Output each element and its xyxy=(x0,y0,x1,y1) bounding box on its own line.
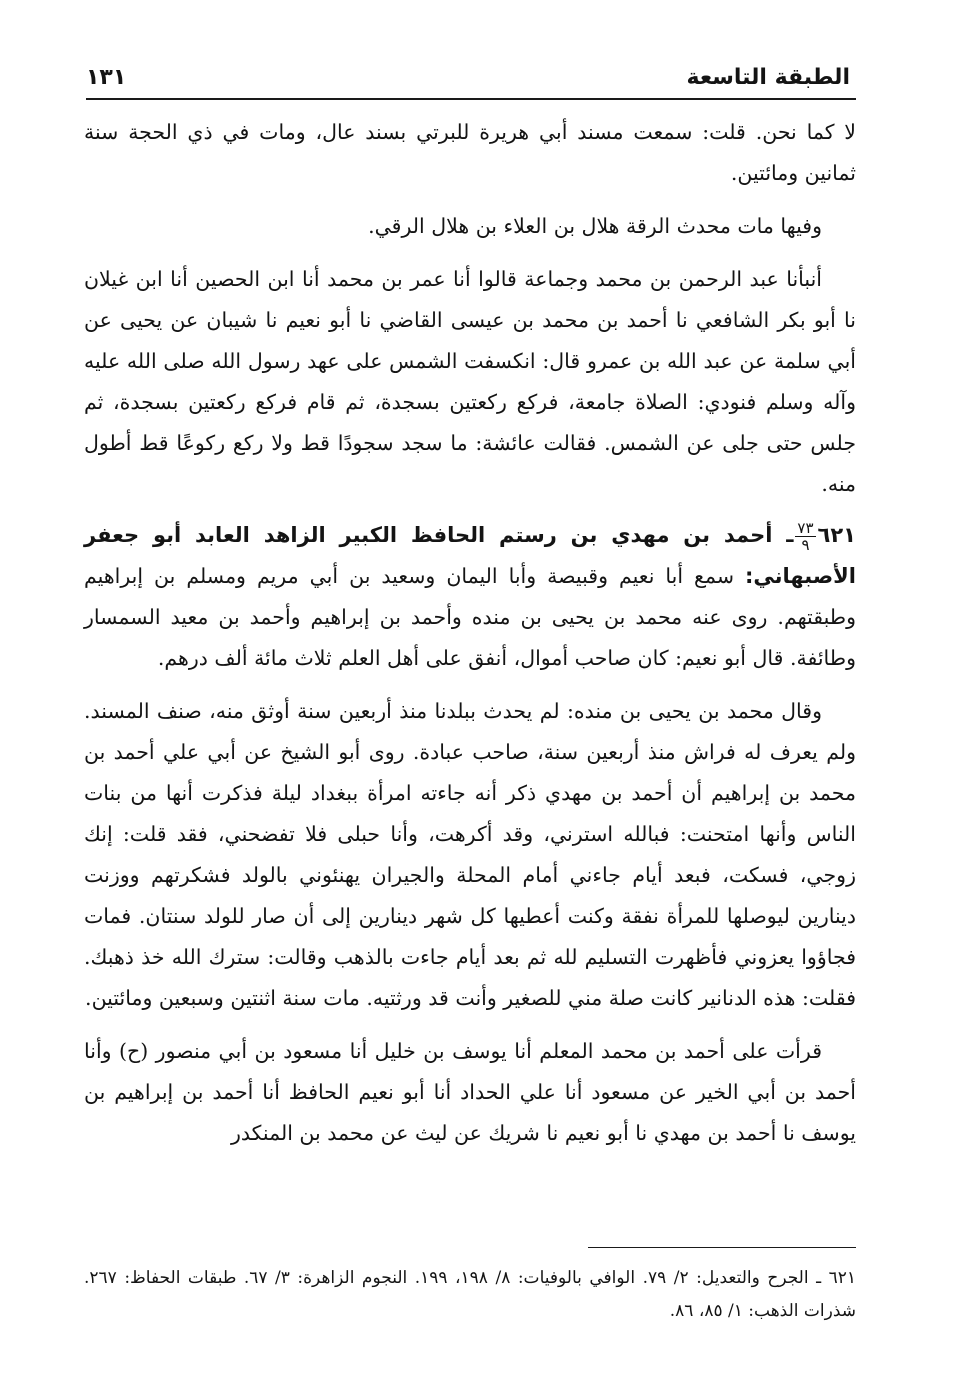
running-header xyxy=(86,56,850,90)
paragraph-hadith-isnad: أنبأنا عبد الرحمن بن محمد وجماعة قالوا أنا عمر بن محمد أنا ابن الحصين أنا ابن غيلان نا أبو بكر الشافعي نا أحمد بن محمد بن عيسى القاضي نا أبو نعيم نا شيبان عن يحيى عن أبي سلمة عن عبد الله بن عمرو قال: انكسفت الشمس على عهد رسول الله صلى الله عليه وآله وسلم فنودي: الصلاة جامعة، فركع ركعتين بسجدة، ثم قام فركع ركعتين بسجدة، ثم جلس حتى جلى عن الشمس. فقالت عائشة: ما سجد سجودًا قط ولا ركع ركوعًا قط أطول منه. xyxy=(84,267,856,496)
paragraph-death-note: وفيها مات محدث الرقة هلال بن العلاء بن هلال الرقي. xyxy=(368,214,822,238)
chapter-title: الطبقة التاسعة xyxy=(686,65,850,90)
paragraph-chain: قرأت على أحمد بن محمد المعلم أنا يوسف بن خليل أنا مسعود بن أبي منصور (ح) وأنا أحمد بن أبي الخير عن مسعود أنا علي الحداد أنا أبو نعيم الحافظ أنا أحمد بن إبراهيم بن يوسف نا أحمد بن مهدي نا أبو نعيم نا شريك عن ليث عن محمد بن المنكدر xyxy=(84,1039,856,1145)
page-number: ١٣١ xyxy=(86,65,127,90)
fraction-bottom: ٩ xyxy=(801,536,810,554)
entry-body: سمع أبا نعيم وقبيصة وأبا اليمان وسعيد بن أبي مريم ومسلم بن إبراهيم وطبقتهم. روى عنه محمد بن يحيى بن منده وأحمد بن إبراهيم وأحمد بن معيد السمسار وطائفة. قال أبو نعيم: كان صاحب أموال، أنفق على أهل العلم ثلاث مائة ألف درهم. xyxy=(84,564,856,670)
footnote-text: ٦٢١ ـ الجرح والتعديل: ٢/ ٧٩. الوافي بالوفيات: ٨/ ١٩٨، ١٩٩. النجوم الزاهرة: ٣/ ٦٧. طبقات الحفاظ: ٢٦٧. شذرات الذهب: ١/ ٨٥، ٨٦. xyxy=(84,1268,856,1321)
entry-heading: ـ أحمد بن مهدي بن رستم الحافظ الكبير الزاهد العابد أبو جعفر الأصبهاني: xyxy=(84,523,856,588)
header-divider xyxy=(86,98,856,100)
paragraph-continuation: لا كما نحن. قلت: سمعت مسند أبي هريرة للبرتي بسند عال، ومات في ذي الحجة سنة ثمانين ومائتين. xyxy=(84,120,856,185)
entry-number: ٦٢١ xyxy=(817,523,856,547)
entry-fraction xyxy=(795,520,815,553)
footnote xyxy=(84,1262,856,1328)
biography-entry xyxy=(84,515,856,679)
fraction-top: ٧٣ xyxy=(797,519,814,537)
paragraph-narration: وقال محمد بن يحيى بن منده: لم يحدث ببلدنا منذ أربعين سنة أوثق منه، صنف المسند. ولم يعرف له فراش منذ أربعين سنة، صاحب عبادة. روى أبو الشيخ عن أبي علي أحمد بن محمد بن إبراهيم أن أحمد بن مهدي ذكر أنه جاءته امرأة ببغداد ليلة فذكرت أنها من بنات الناس وأنها امتحنت: فبالله استرني، وقد أكرهت، وأنا حبلى فلا تفضحني، فقد قلت: إنك زوجي، فسكت، فبعد أيام جاءني أمام المحلة والجيران يهنئوني بالولد فشكرتهم ووزنت دينارين ليوصلها للمرأة نفقة وكنت أعطيها كل شهر دينارين إلى أن صار للولد سنتان. فمات فجاؤوا يعزوني فأظهرت التسليم لله ثم بعد أيام جاءت بالذهب وقالت: سترك الله خذ ذهبك. فقلت: هذه الدنانير كانت صلة مني للصغير وأنت قد ورثتيه. مات سنة اثنتين وسبعين ومائتين. xyxy=(84,699,856,1010)
main-text xyxy=(84,112,856,1154)
footnote-divider xyxy=(588,1247,856,1248)
